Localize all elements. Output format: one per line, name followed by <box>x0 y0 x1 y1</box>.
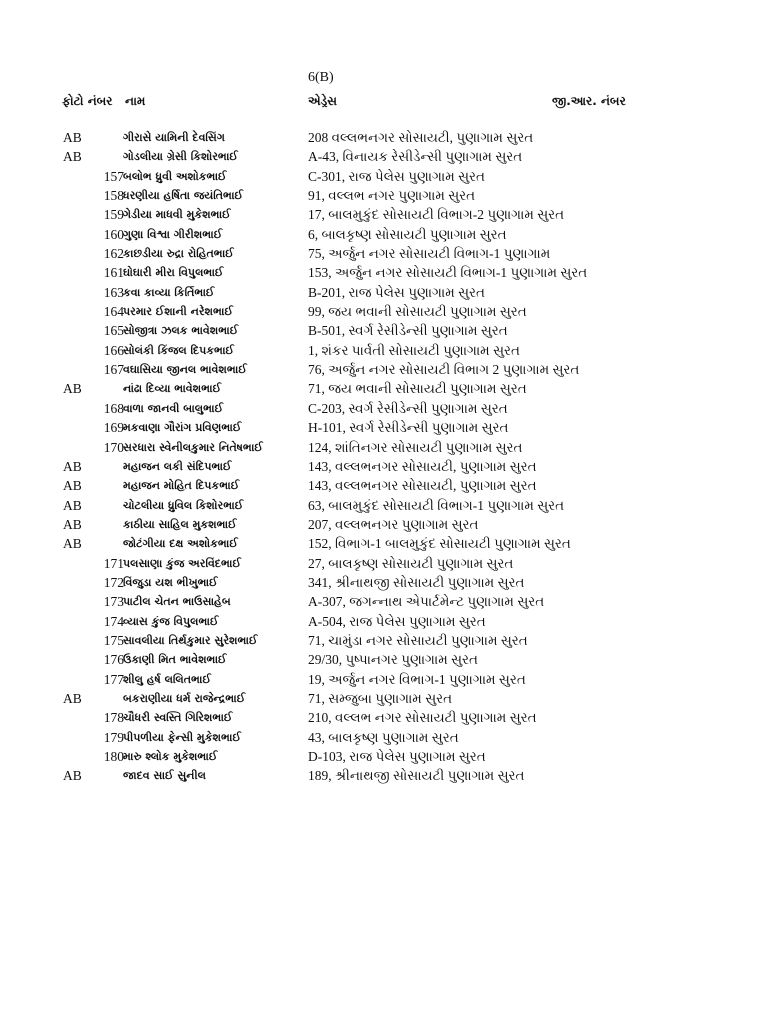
student-address: 207, વલ્લભનગર પુણાગામ સુરત <box>308 516 479 532</box>
student-name: વાળા જાનવી બાલુભાઈ <box>123 401 224 415</box>
absent-marker: AB <box>63 381 82 397</box>
list-row <box>0 302 768 321</box>
student-name: જાદવ સાઈ સુનીલ <box>123 769 206 783</box>
student-name: સાવલીયા તિર્થકુમાર સુરેશભાઈ <box>123 633 258 647</box>
photo-number: 173 <box>103 594 124 610</box>
sheet-number: 6(B) <box>308 70 334 85</box>
list-row <box>0 225 768 244</box>
list-row <box>0 283 768 302</box>
absent-marker: AB <box>63 497 82 513</box>
student-name: કવા કાવ્યા કિર્તિભાઈ <box>123 285 215 299</box>
photo-number: 169 <box>103 420 124 436</box>
photo-number: 161 <box>103 265 124 281</box>
student-address: A-307, જગન્નાથ એપાર્ટમેન્ટ પુણાગામ સુરત <box>308 594 545 610</box>
photo-number: 180 <box>103 749 124 764</box>
absent-marker: AB <box>63 768 82 784</box>
student-name: ઘોઘારી મીરા વિપુલભાઈ <box>123 266 224 280</box>
student-address: B-501, સ્વર્ગ રેસીડેન્સી પુણાગામ સુરત <box>308 323 508 339</box>
photo-number: 171 <box>103 555 124 571</box>
list-row <box>0 186 768 205</box>
student-address: 29/30, પુષ્પાનગર પુણાગામ સુરત <box>308 652 478 668</box>
header-address: એડ્રેસ <box>308 94 337 108</box>
student-address: 153, અર્જુન નગર સોસાયટી વિભાગ-1 પુણાગામ સુરત <box>308 265 588 281</box>
student-address: 63, બાલમુકુંદ સોસાયટી વિભાગ-1 પુણાગામ સુરત <box>308 497 565 513</box>
photo-number: 157 <box>103 168 124 184</box>
student-address: C-301, રાજ પેલેસ પુણાગામ સુરત <box>308 168 485 184</box>
student-name: ગીરાસે યામિની દેવસિંગ <box>123 131 225 144</box>
student-name: ચોટલીયા ધ્રુવિલ કિશોરભાઈ <box>123 498 244 512</box>
student-address: 71, ચામુંડા નગર સોસાયટી પુણાગામ સુરત <box>308 632 528 648</box>
list-row <box>0 147 768 166</box>
student-name: પાટીલ ચેતન ભાઉસાહેબ <box>123 595 231 609</box>
list-row <box>0 766 768 785</box>
student-name: મકવાણા ગૌરાંગ પ્રવિણભાઈ <box>123 421 242 435</box>
photo-number: 166 <box>103 342 124 358</box>
student-address: 71, જય ભવાની સોસાયટી પુણાગામ સુરત <box>308 381 527 397</box>
list-row <box>0 321 768 340</box>
student-address: 17, બાલમુકુંદ સોસાયટી વિભાગ-2 પુણાગામ સુરત <box>308 207 565 223</box>
list-row <box>0 438 768 457</box>
student-name: સરધારા સ્વેનીલકુમાર નિતેષભાઈ <box>123 440 263 454</box>
student-name: નાંઢા દિવ્યા ભાવેશભાઈ <box>123 382 222 396</box>
student-address: 6, બાલકૃષ્ણ સોસાયટી પુણાગામ સુરત <box>308 226 507 242</box>
student-name: કાઠીયા સાહિલ મુકશભાઈ <box>123 517 237 531</box>
student-name: વઘાસિયા જીનલ ભાવેશભાઈ <box>123 363 247 377</box>
student-address: B-201, રાજ પેલેસ પુણાગામ સુરત <box>308 284 485 300</box>
student-address: D-103, રાજ પેલેસ પુણાગામ સુરત <box>308 749 486 764</box>
student-address: 208 વલ્લભનગર સોસાયટી, પુણાગામ સુરત <box>308 130 534 145</box>
student-name: કાછડીયા રુદ્રા રોહિતભાઈ <box>123 247 234 261</box>
student-address: 91, વલ્લભ નગર પુણાગામ સુરત <box>308 188 476 204</box>
student-name: ઉકાણી મિત ભાવેશભાઈ <box>123 653 227 667</box>
student-address: 143, વલ્લભનગર સોસાયટી, પુણાગામ સુરત <box>308 458 537 474</box>
student-name: શીલુ હર્ષ લલિતભાઈ <box>123 672 211 686</box>
photo-number: 174 <box>103 613 124 629</box>
list-row <box>0 418 768 437</box>
list-row <box>0 670 768 689</box>
list-row <box>0 496 768 515</box>
student-name: ગેડીયા માધવી મુકેશભાઈ <box>123 208 231 222</box>
student-address: C-203, સ્વર્ગ રેસીડેન્સી પુણાગામ સુરત <box>308 400 508 416</box>
list-row <box>0 573 768 592</box>
student-name: ધરણીયા હર્ષિતા જયંતિભાઈ <box>123 189 244 203</box>
photo-number: 162 <box>103 246 124 262</box>
list-row <box>0 379 768 398</box>
student-address: A-504, રાજ પેલેસ પુણાગામ સુરત <box>308 613 486 629</box>
absent-marker: AB <box>63 458 82 474</box>
student-name: ગુણા વિશ્વા ગીરીશભાઈ <box>123 227 223 241</box>
student-address: 27, બાલકૃષ્ણ સોસાયટી પુણાગામ સુરત <box>308 555 514 571</box>
photo-number: 158 <box>103 188 124 204</box>
header-gr-number: જી.આર. નંબર <box>552 94 626 108</box>
student-name: મારુ શ્લોક મુકેશભાઈ <box>123 750 218 763</box>
list-row <box>0 244 768 263</box>
student-name: વિંજુડા યશ ભીખુભાઈ <box>123 575 218 589</box>
student-address: 75, અર્જુન નગર સોસાયટી વિભાગ-1 પુણાગામ <box>308 246 551 262</box>
list-row <box>0 689 768 708</box>
student-name: બકરાણીયા ધર્મ રાજેન્દ્રભાઈ <box>123 691 246 705</box>
photo-number: 178 <box>103 710 124 726</box>
student-name: ગોડલીયા ગ્રેસી કિશોરભાઈ <box>123 150 238 164</box>
student-address: 341, શ્રીનાથજી સોસાયટી પુણાગામ સુરત <box>308 574 525 590</box>
student-name: પરમાર ઈશાની નરેશભાઈ <box>123 305 233 319</box>
photo-number: 168 <box>103 400 124 416</box>
photo-number: 176 <box>103 652 124 668</box>
photo-number: 167 <box>103 362 124 378</box>
absent-marker: AB <box>63 130 82 145</box>
student-address: 19, અર્જુન નગર વિભાગ-1 પુણાગામ સુરત <box>308 671 526 687</box>
list-row <box>0 554 768 573</box>
list-row <box>0 708 768 727</box>
photo-number: 179 <box>103 729 124 745</box>
student-address: 76, અર્જુન નગર સોસાયટી વિભાગ 2 પુણાગામ સુરત <box>308 362 580 378</box>
student-address: 1, શંકર પાર્વતી સોસાયટી પુણાગામ સુરત <box>308 342 520 358</box>
photo-number: 172 <box>103 574 124 590</box>
absent-marker: AB <box>63 690 82 706</box>
absent-marker: AB <box>63 536 82 552</box>
list-row <box>0 167 768 186</box>
photo-number: 163 <box>103 284 124 300</box>
photo-number: 160 <box>103 226 124 242</box>
student-address: 43, બાલકૃષ્ણ પુણાગામ સુરત <box>308 729 459 745</box>
student-name: મહાજન લકી સંદિપભાઈ <box>123 459 232 473</box>
student-address: 152, વિભાગ-1 બાલમુકુંદ સોસાયટી પુણાગામ સુરત <box>308 536 571 552</box>
student-address: 124, શાંતિનગર સોસાયટી પુણાગામ સુરત <box>308 439 523 455</box>
list-row <box>0 515 768 534</box>
student-address: H-101, સ્વર્ગ રેસીડેન્સી પુણાગામ સુરત <box>308 420 509 436</box>
list-row <box>0 360 768 379</box>
list-row <box>0 399 768 418</box>
header-photo-number: ફોટો નંબર <box>62 94 113 108</box>
list-row <box>0 747 768 766</box>
list-row <box>0 128 768 147</box>
student-address: A-43, વિનાયક રેસીડેન્સી પુણાગામ સુરત <box>308 149 523 165</box>
photo-number: 177 <box>103 671 124 687</box>
student-address: 71, સમ્જુબા પુણાગામ સુરત <box>308 690 453 706</box>
student-name: જોટંગીયા દક્ષ અશોકભાઈ <box>123 537 238 551</box>
list-row <box>0 205 768 224</box>
photo-number: 165 <box>103 323 124 339</box>
student-name: સોલંકી કિંજલ દિપકભાઈ <box>123 343 235 357</box>
student-name: પીપળીયા ફેન્સી મુકેશભાઈ <box>123 730 241 744</box>
list-row <box>0 341 768 360</box>
student-address: 99, જય ભવાની સોસાયટી પુણાગામ સુરત <box>308 304 527 320</box>
photo-number: 170 <box>103 439 124 455</box>
student-name: મહાજન મોહિત દિપકભાઈ <box>123 479 240 493</box>
absent-marker: AB <box>63 516 82 532</box>
photo-number: 164 <box>103 304 124 320</box>
photo-number: 175 <box>103 632 124 648</box>
list-row <box>0 728 768 747</box>
student-list <box>0 128 768 786</box>
student-name: ચૌધરી સ્વસ્તિ ગિરિશભાઈ <box>123 711 233 725</box>
student-name: પલસાણા કુંજ અરવિંદભાઈ <box>123 556 241 570</box>
list-row <box>0 534 768 553</box>
absent-marker: AB <box>63 149 82 165</box>
student-name: સોજીત્રા ઝલક ભાવેશભાઈ <box>123 324 239 338</box>
list-row <box>0 592 768 611</box>
list-row <box>0 263 768 282</box>
list-row <box>0 612 768 631</box>
photo-number: 159 <box>103 207 124 223</box>
student-address: 143, વલ્લભનગર સોસાયટી, પુણાગામ સુરત <box>308 478 537 494</box>
student-name: વ્યાસ કુંજ વિપુલભાઈ <box>123 614 219 628</box>
header-name: નામ <box>125 94 146 108</box>
student-address: 189, શ્રીનાથજી સોસાયટી પુણાગામ સુરત <box>308 768 525 784</box>
list-row <box>0 476 768 495</box>
absent-marker: AB <box>63 478 82 494</box>
list-row <box>0 457 768 476</box>
list-row <box>0 650 768 669</box>
student-address: 210, વલ્લભ નગર સોસાયટી પુણાગામ સુરત <box>308 710 537 726</box>
list-row <box>0 631 768 650</box>
student-name: બલોભ ધ્રુવી અશોકભાઈ <box>123 169 227 183</box>
